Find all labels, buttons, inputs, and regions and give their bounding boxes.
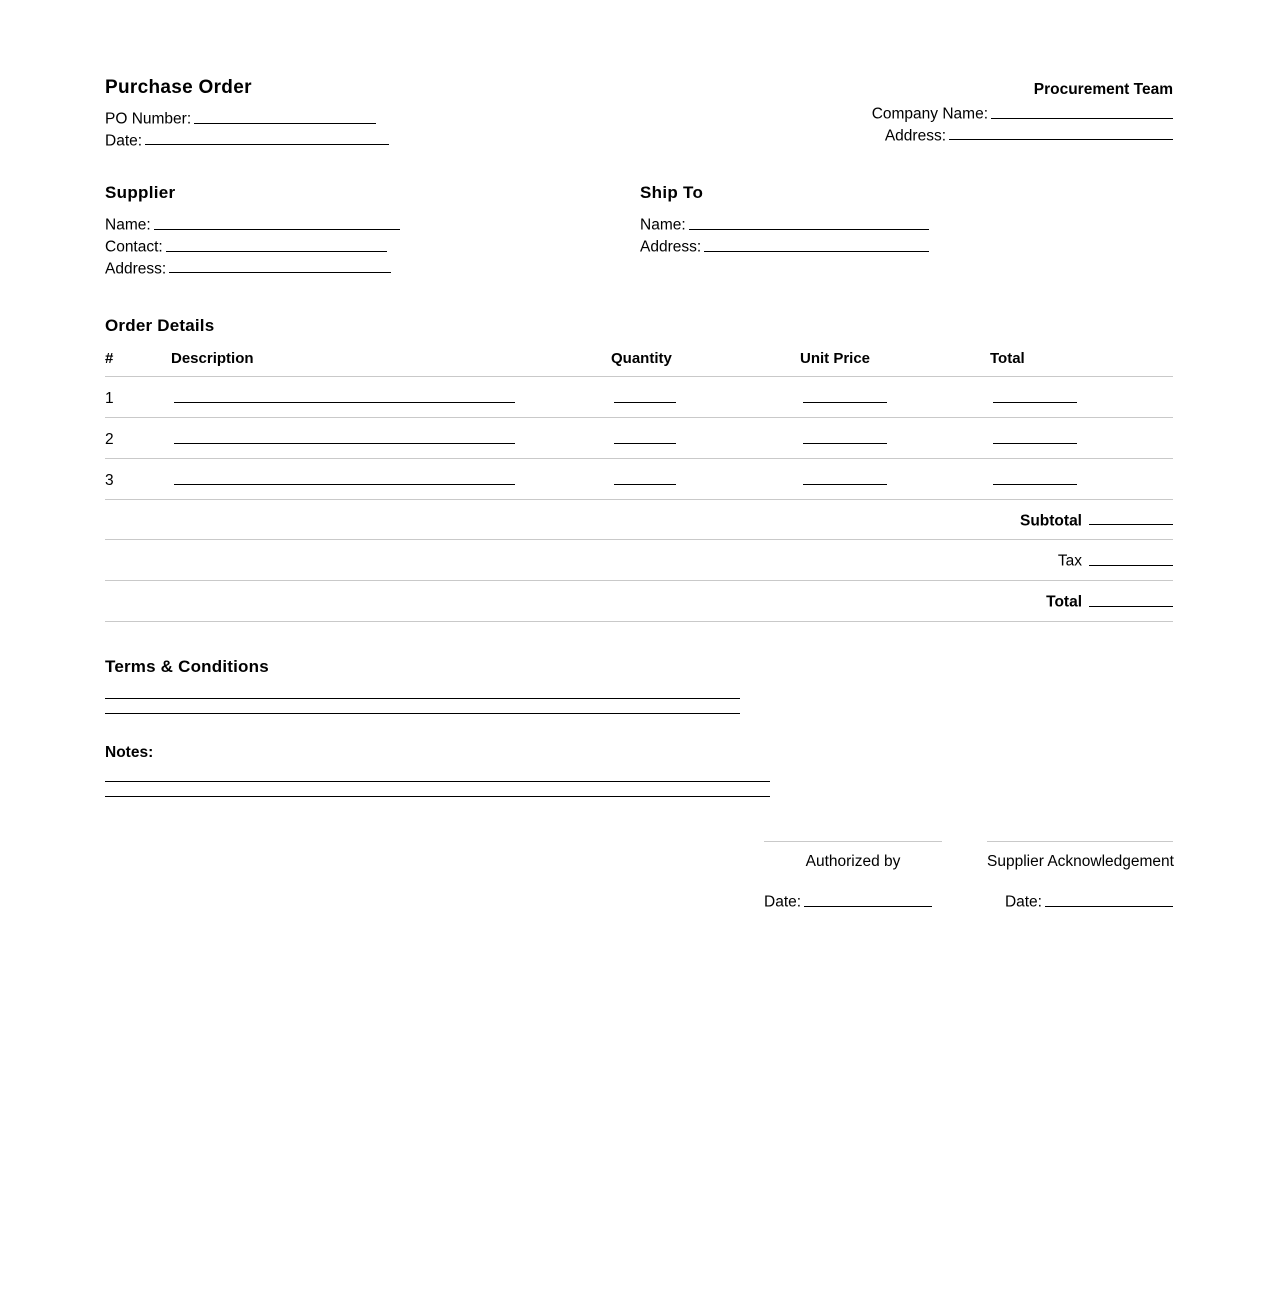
supplier-acknowledgement-label: Supplier Acknowledgement xyxy=(987,852,1174,870)
table-row xyxy=(105,418,1173,459)
supplier-block xyxy=(105,183,640,279)
supplier-address-label: Address: xyxy=(105,260,167,278)
ship-to-address-field xyxy=(640,236,1060,258)
terms-line-1[interactable] xyxy=(105,698,740,699)
ship-to-name-label: Name: xyxy=(640,217,686,235)
order-items-table xyxy=(105,350,1173,621)
row-total-cell xyxy=(990,458,1173,499)
terms-input-area xyxy=(105,698,1173,714)
row-quantity-cell xyxy=(611,458,800,499)
terms-heading: Terms & Conditions xyxy=(105,656,269,676)
supplier-ack-signature-line[interactable] xyxy=(987,841,1173,842)
supplier-contact-field xyxy=(105,236,640,258)
supplier-contact-label: Contact: xyxy=(105,238,163,256)
issuer-block xyxy=(872,78,1173,146)
row-quantity-input[interactable] xyxy=(614,428,676,444)
authorized-date-input[interactable] xyxy=(804,891,932,907)
signature-section xyxy=(105,841,1173,912)
supplier-address-input[interactable] xyxy=(169,258,391,274)
issuer-address-label: Address: xyxy=(884,127,946,145)
row-number: 1 xyxy=(105,377,171,418)
supplier-acknowledgement-block xyxy=(987,841,1173,912)
parties-section xyxy=(105,183,1173,279)
page-title: Purchase Order xyxy=(105,77,252,98)
authorized-signature-line[interactable] xyxy=(764,841,942,842)
row-description-cell xyxy=(171,458,611,499)
supplier-name-input[interactable] xyxy=(154,214,400,230)
row-unit-price-cell xyxy=(800,458,990,499)
row-total-input[interactable] xyxy=(993,428,1077,444)
authorized-by-label: Authorized by xyxy=(805,852,901,870)
tax-cell xyxy=(105,540,1173,581)
grand-total-input[interactable] xyxy=(1089,591,1173,607)
subtotal-label: Subtotal xyxy=(1020,512,1082,530)
column-header-unit-price: Unit Price xyxy=(800,350,990,377)
row-total-input[interactable] xyxy=(993,387,1077,403)
table-header-row xyxy=(105,350,1173,377)
issuer-company-field xyxy=(872,103,1173,125)
column-header-number: # xyxy=(105,350,171,377)
issuer-address-field xyxy=(872,125,1173,147)
row-unit-price-input[interactable] xyxy=(803,387,887,403)
order-details-heading: Order Details xyxy=(105,316,215,336)
row-total-cell xyxy=(990,377,1173,418)
ship-to-name-input[interactable] xyxy=(689,214,929,230)
po-date-label: Date: xyxy=(105,132,143,150)
row-unit-price-input[interactable] xyxy=(803,469,887,485)
issuer-team-name: Procurement Team xyxy=(1033,81,1173,98)
row-description-input[interactable] xyxy=(174,387,515,403)
po-number-input[interactable] xyxy=(194,108,376,124)
po-date-field xyxy=(105,130,389,152)
ship-to-address-input[interactable] xyxy=(704,236,929,252)
issuer-company-label: Company Name: xyxy=(871,105,988,123)
column-header-total: Total xyxy=(990,350,1173,377)
notes-heading: Notes: xyxy=(105,743,154,761)
notes-line-1[interactable] xyxy=(105,781,770,782)
ship-to-heading: Ship To xyxy=(640,183,704,203)
document-body xyxy=(105,78,1173,912)
notes-line-2[interactable] xyxy=(105,796,770,797)
row-description-cell xyxy=(171,377,611,418)
tax-input[interactable] xyxy=(1089,550,1173,566)
supplier-contact-input[interactable] xyxy=(166,236,387,252)
row-description-input[interactable] xyxy=(174,428,515,444)
grand-total-label: Total xyxy=(1046,593,1082,611)
row-quantity-input[interactable] xyxy=(614,469,676,485)
ship-to-block xyxy=(640,183,1060,279)
tax-label: Tax xyxy=(1057,553,1082,571)
supplier-ack-date-input[interactable] xyxy=(1045,891,1173,907)
row-quantity-cell xyxy=(611,418,800,459)
authorized-date-label: Date: xyxy=(764,893,802,911)
grand-total-row xyxy=(105,581,1173,622)
column-header-quantity: Quantity xyxy=(611,350,800,377)
column-header-description: Description xyxy=(171,350,611,377)
supplier-ack-date-label: Date: xyxy=(1004,893,1042,911)
row-unit-price-input[interactable] xyxy=(803,428,887,444)
supplier-name-label: Name: xyxy=(105,217,151,235)
subtotal-cell xyxy=(105,499,1173,540)
row-description-cell xyxy=(171,418,611,459)
notes-input-area xyxy=(105,781,1173,797)
tax-row xyxy=(105,540,1173,581)
ship-to-address-label: Address: xyxy=(640,238,702,256)
supplier-ack-date-field xyxy=(987,891,1173,912)
po-number-field xyxy=(105,108,389,130)
supplier-name-field xyxy=(105,214,640,236)
row-quantity-cell xyxy=(611,377,800,418)
row-number: 2 xyxy=(105,418,171,459)
table-row xyxy=(105,377,1173,418)
supplier-heading: Supplier xyxy=(105,183,176,203)
subtotal-row xyxy=(105,499,1173,540)
po-date-input[interactable] xyxy=(145,130,389,146)
row-total-input[interactable] xyxy=(993,469,1077,485)
terms-line-2[interactable] xyxy=(105,713,740,714)
ship-to-name-field xyxy=(640,214,1060,236)
row-description-input[interactable] xyxy=(174,469,515,485)
issuer-company-input[interactable] xyxy=(991,103,1173,119)
supplier-address-field xyxy=(105,258,640,280)
issuer-address-input[interactable] xyxy=(949,125,1173,141)
row-number: 3 xyxy=(105,458,171,499)
po-identification-block xyxy=(105,78,389,151)
row-total-cell xyxy=(990,418,1173,459)
row-quantity-input[interactable] xyxy=(614,387,676,403)
grand-total-cell xyxy=(105,581,1173,622)
row-unit-price-cell xyxy=(800,418,990,459)
po-number-label: PO Number: xyxy=(105,110,192,128)
authorized-date-field xyxy=(764,891,942,912)
authorized-by-block xyxy=(764,841,942,912)
row-unit-price-cell xyxy=(800,377,990,418)
document-header xyxy=(105,78,1173,151)
table-row xyxy=(105,458,1173,499)
subtotal-input[interactable] xyxy=(1089,510,1173,526)
